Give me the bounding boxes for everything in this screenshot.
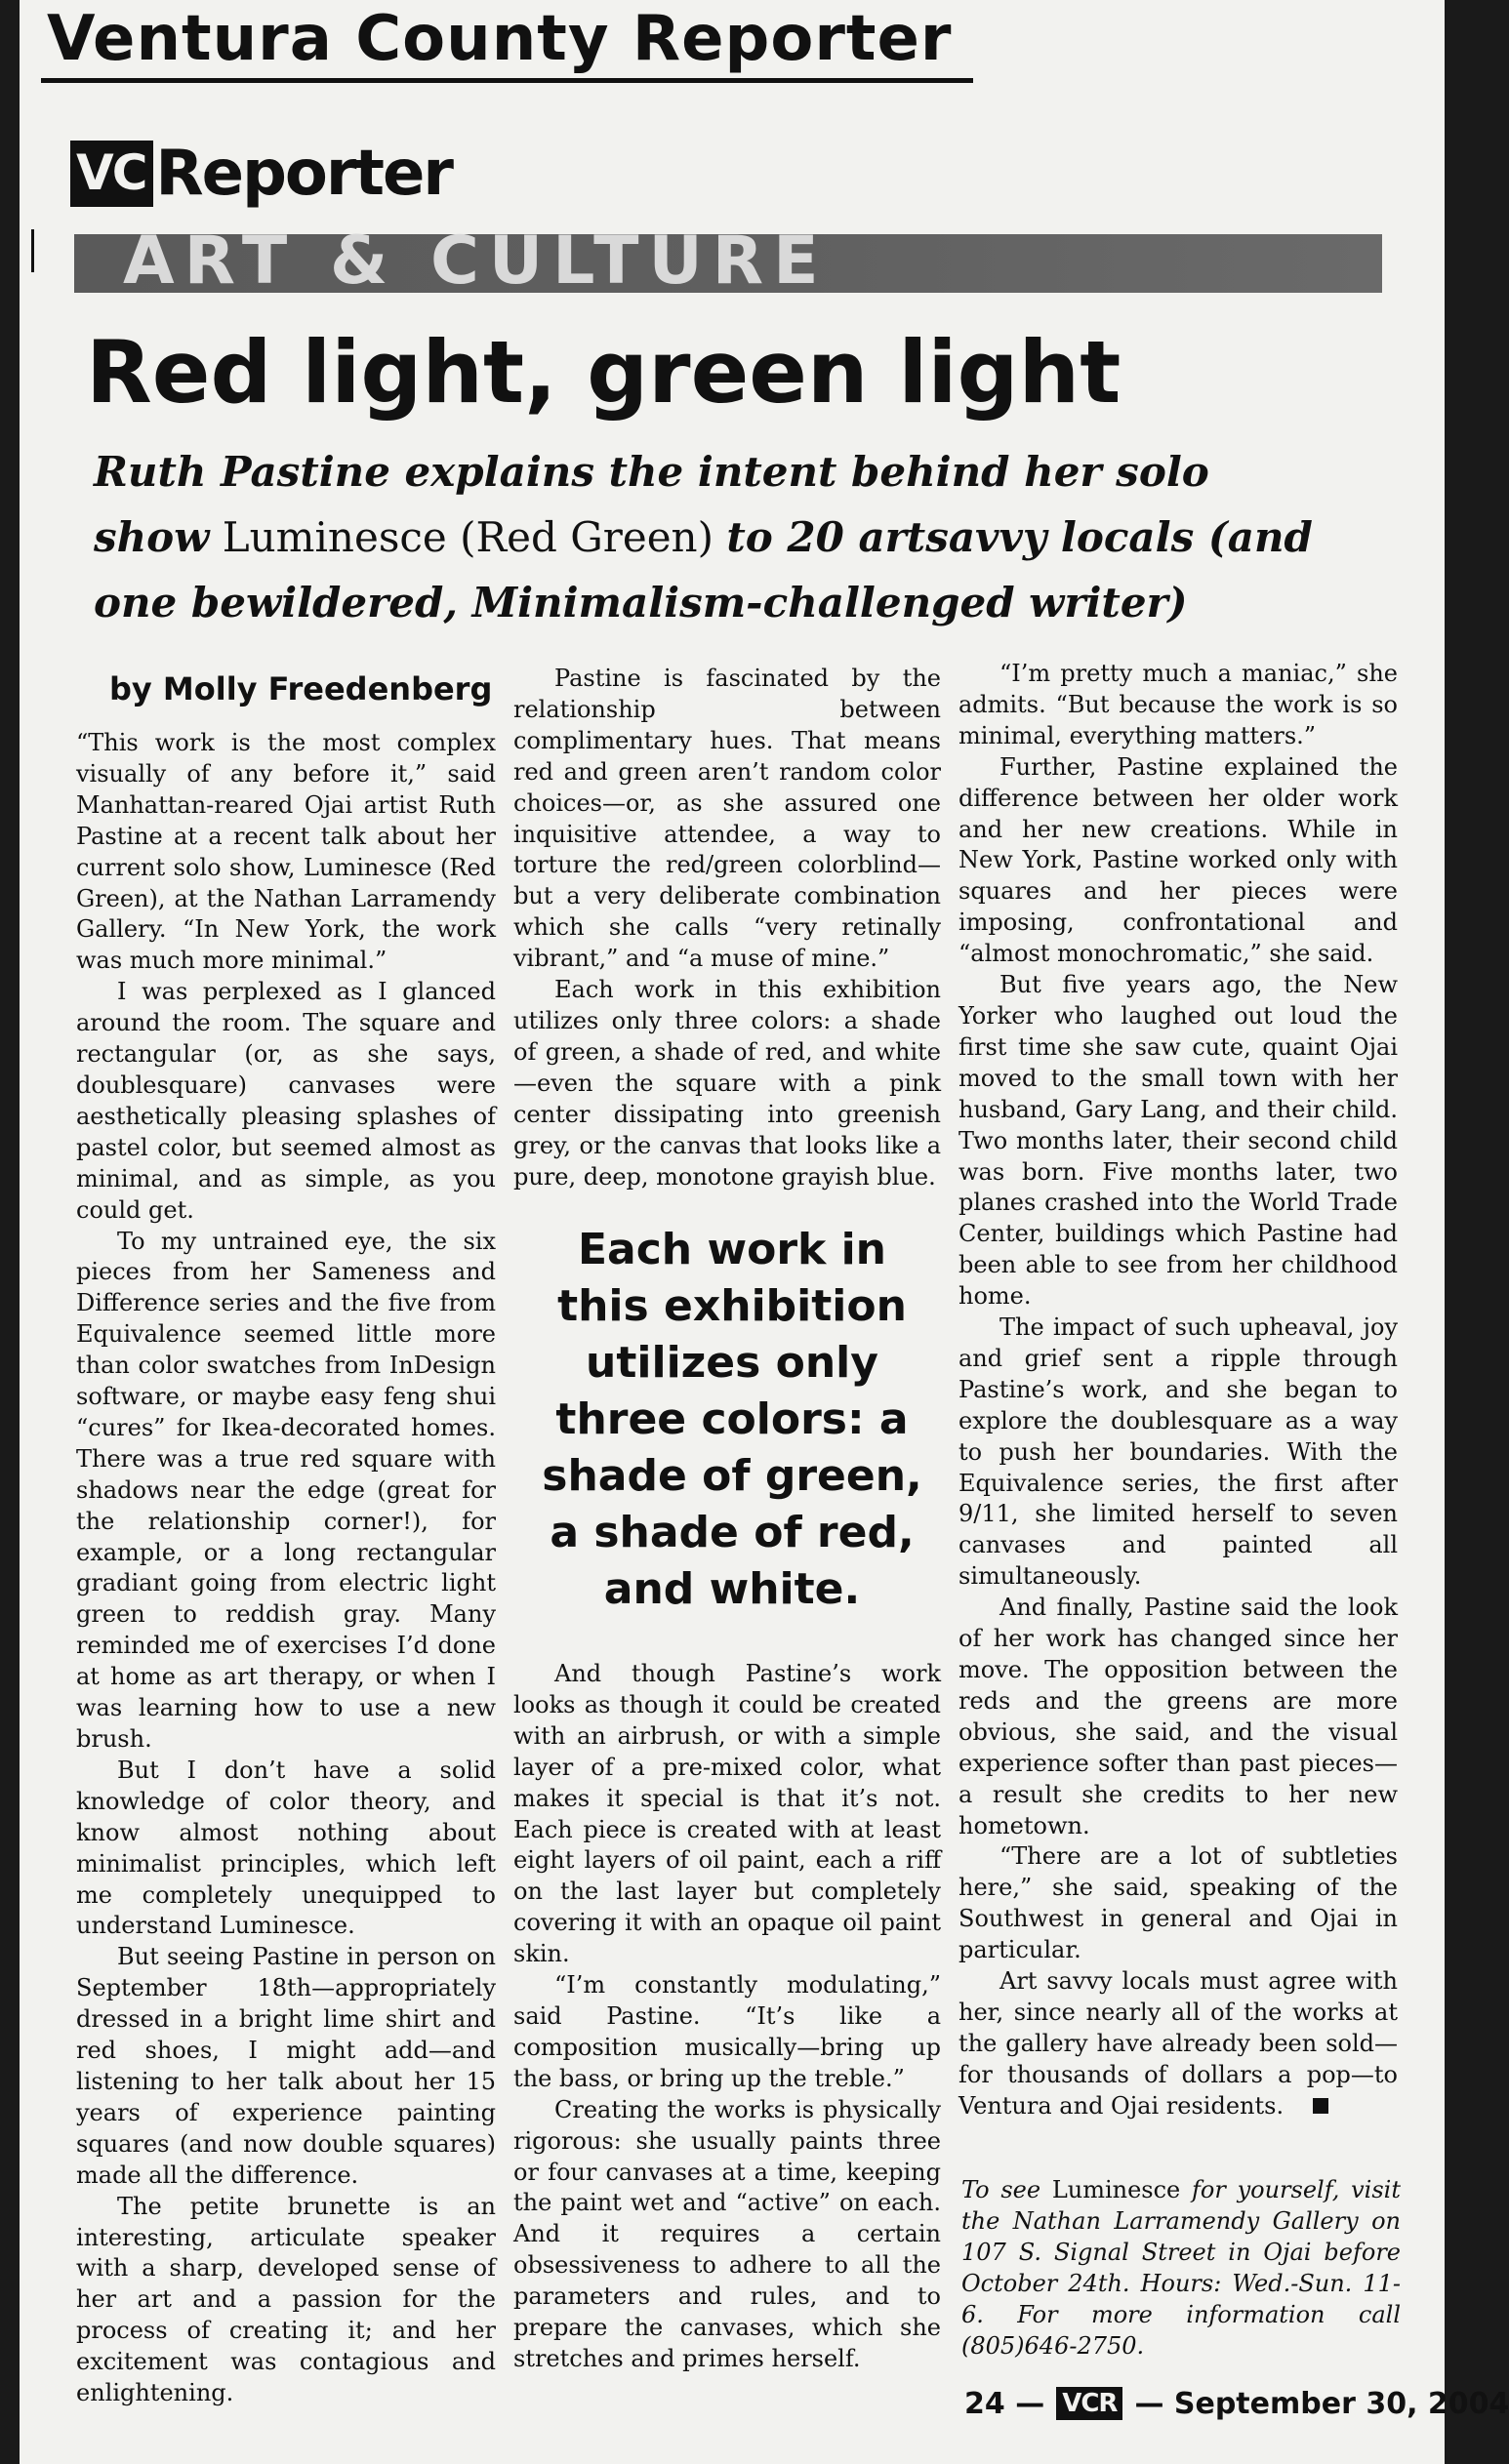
final-text: Art savvy locals must agree with her, since nearly all of the works at the gallery have already been sold—for thousands of dollars a pop—to Ventura and Ojai residents.: [958, 1967, 1398, 2120]
section-title: ART & CULTURE: [123, 222, 829, 300]
paragraph: But five years ago, the New Yorker who laughed out loud the first time she saw cute, quaint Ojai moved to the small town with her husband, Gary Lang, and their child. Two months later, their second child was born. Five months later, two planes crashed into the World Trade Center, buildings which Pastine had been able to see from her childhood home.: [958, 971, 1398, 1311]
section-band: [74, 222, 1382, 300]
gallery-info: [961, 2174, 1401, 2362]
deck-part-2: to 20 artsavvy locals (and one bewildered, Minimalism-challenged writer): [94, 513, 1313, 626]
column-3: [958, 659, 1398, 2122]
paragraph: “I’m constantly modulating,” said Pastine. “It’s like a composition musically—bring up the bass, or bring up the treble.”: [513, 1971, 941, 2092]
paragraph: “I’m pretty much a maniac,” she admits. “But because the work is so minimal, everything matters.”: [958, 660, 1398, 749]
paragraph: The petite brunette is an interesting, articulate speaker with a sharp, developed sense of her art and a passion for the process of creating it; and her excitement was contagious and enlightening.: [76, 2192, 496, 2407]
paragraph: Each work in this exhibition utilizes only three colors: a shade of green, a shade of red, and white—even the square with a pink center dissipating into greenish grey, or the canvas that looks like a pure, deep, monotone grayish blue.: [513, 976, 941, 1191]
column-2-bottom: [513, 1659, 941, 2375]
headline: Red light, green light: [86, 322, 1122, 423]
info-show: Luminesce: [1051, 2176, 1181, 2203]
info-part-1: To see: [961, 2176, 1041, 2203]
byline: by Molly Freedenberg: [109, 670, 493, 707]
pull-quote: Each work in this exhibition utilizes only three colors: a shade of green, a shade of red, and white.: [542, 1225, 922, 1614]
paragraph: And finally, Pastine said the look of her work has changed since her move. The opposition between the reds and the greens are more obvious, she said, and the visual experience softer than past pieces—a result she credits to her new hometown.: [958, 1594, 1398, 1839]
page-number: 24 —: [964, 2386, 1045, 2421]
issue-date: — September 30, 2004: [1134, 2386, 1509, 2421]
vc-reporter-logo: [70, 135, 452, 213]
publication-title: Ventura County Reporter: [47, 3, 953, 75]
info-part-2: for yourself, visit the Nathan Larramendy Gallery on 107 S. Signal Street in Ojai before October 24th. Hours: Wed.-Sun. 11-6. For more information call (805)646-2750.: [961, 2176, 1401, 2360]
page-footer: [964, 2379, 1509, 2428]
paragraph: But I don’t have a solid knowledge of color theory, and know almost nothing about minimalist principles, which left me completely unequipped to understand Luminesce.: [76, 1756, 496, 1940]
paragraph: Further, Pastine explained the difference between her older work and her new creations. While in New York, Pastine worked only with squares and her pieces were imposing, confrontational and “almost monochromatic,” she said.: [958, 752, 1398, 968]
title-underline: [41, 78, 973, 83]
footer-logo: VCR: [1056, 2387, 1122, 2420]
logo-word: Reporter: [155, 138, 452, 210]
paragraph: “There are a lot of subtleties here,” she said, speaking of the Southwest in general and Ojai in particular.: [958, 1842, 1398, 1964]
margin-mark: [31, 229, 34, 272]
paragraph-final: [958, 1966, 1398, 2122]
paragraph: But seeing Pastine in person on September 18th—appropriately dressed in a bright lime shirt and red shoes, I might add—and listening to her talk about her 15 years of experience painting squares (and now double squares) made all the difference.: [76, 1943, 496, 2189]
deck-show-name: Luminesce (Red Green): [222, 513, 714, 561]
paragraph: To my untrained eye, the six pieces from her Sameness and Difference series and the five from Equivalence seemed little more than color swatches from InDesign software, or maybe easy feng shui “cures” for Ikea-decorated homes. There was a true red square with shadows near the edge (great for the relationship corner!), for example, or a long rectangular gradiant going from electric light green to reddish gray. Many reminded me of exercises I’d done at home as art therapy, or when I was learning how to use a new brush.: [76, 1227, 496, 1753]
newspaper-page: [20, 0, 1509, 2464]
paragraph: And though Pastine’s work looks as though it could be created with an airbrush, or with a simple layer of a pre-mixed color, what makes it special is that it’s not. Each piece is created with at least eight layers of oil paint, each a riff on the last layer but completely covering it with an opaque oil paint skin.: [513, 1660, 941, 1968]
end-mark: [1313, 2098, 1328, 2114]
logo-box: VC: [70, 141, 153, 207]
column-2-top: [513, 664, 941, 1192]
paragraph: I was perplexed as I glanced around the room. The square and rectangular (or, as she says, doublesquare) canvases were aesthetically pleasing splashes of pastel color, but seemed almost as minimal, and as simple, as you could get.: [76, 978, 496, 1224]
paragraph: “This work is the most complex visually of any before it,” said Manhattan-reared Ojai artist Ruth Pastine at a recent talk about her current solo show, Luminesce (Red Green), at the Nathan Larramendy Gallery. “In New York, the work was much more minimal.”: [76, 729, 496, 975]
paragraph: Pastine is fascinated by the relationship between complimentary hues. That means red and green aren’t random color choices—or, as she assured one inquisitive attendee, a way to torture the red/green colorblind—but a very deliberate combination which she calls “very retinally vibrant,” and “a muse of mine.”: [513, 665, 941, 973]
column-1: [76, 728, 496, 2409]
deck: [94, 439, 1324, 635]
paragraph: The impact of such upheaval, joy and grief sent a ripple through Pastine’s work, and she began to explore the doublesquare as a way to push her boundaries. With the Equivalence series, the first after 9/11, she limited herself to seven canvases and painted all simultaneously.: [958, 1313, 1398, 1591]
paragraph: Creating the works is physically rigorous: she usually paints three or four canvases at a time, keeping the paint wet and “active” on each. And it requires a certain obsessiveness to adhere to all the parameters and rules, and to prepare the canvases, which she stretches and primes herself.: [513, 2095, 941, 2372]
deck-part-1: Ruth Pastine explains the intent behind her solo show: [94, 448, 1209, 561]
